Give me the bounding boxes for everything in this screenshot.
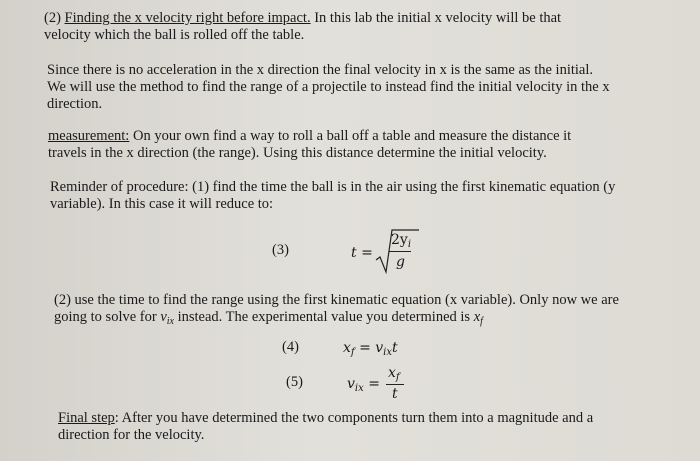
reminder-paragraph xyxy=(50,179,690,213)
equation-3-lhs: t = xyxy=(351,245,373,261)
measurement-line-1: measurement: On your own find a way to roll a ball off a table and measure the distance it xyxy=(48,128,572,144)
equation-3-number: (3) xyxy=(272,242,289,258)
equation-3-fraction-bar xyxy=(389,251,411,252)
paragraph-line-2: We will use the method to find the range of a projectile to instead find the initial velocity in the x xyxy=(47,79,610,95)
reminder-line-1: Reminder of procedure: (1) find the time the ball is in the air using the first kinematic equation (y xyxy=(50,179,616,195)
equation-5-lhs: $v_{ix}$ = xyxy=(347,376,380,394)
equation-5 xyxy=(0,366,700,402)
equation-3-denominator: g xyxy=(396,254,405,270)
final-step-paragraph xyxy=(58,410,688,444)
section-2-line-1: (2) Finding the x velocity right before impact. In this lab the initial x velocity will be that xyxy=(44,10,562,26)
step-2-paragraph xyxy=(54,292,694,330)
equation-4 xyxy=(0,338,700,360)
step-2-line-2: going to solve for $v_{ix}$ instead. The experimental value you determined is $x_f$ xyxy=(54,309,483,327)
equation-5-numerator: $x_f$ xyxy=(388,365,400,383)
equation-5-denominator: t xyxy=(392,386,398,402)
no-acceleration-paragraph xyxy=(47,62,692,113)
step-2-xf: $x_f$ xyxy=(473,309,483,327)
final-step-label: Final step xyxy=(58,410,115,426)
equation-4-number: (4) xyxy=(282,339,299,355)
section-2-title: Finding the x velocity right before impact. xyxy=(64,10,311,26)
step-2-line-1: (2) use the time to find the range using the first kinematic equation (x variable). Only now we are xyxy=(54,292,619,308)
equation-3-numerator: $2y_i$ xyxy=(391,232,412,250)
step-2-vix: $v_{ix}$ xyxy=(160,309,174,327)
measurement-line-2: travels in the x direction (the range). Using this distance determine the initial velocity. xyxy=(48,145,547,161)
final-step-line-1: Final step: After you have determined the two components turn them into a magnitude and a xyxy=(58,410,594,426)
measurement-paragraph xyxy=(48,128,688,162)
equation-5-number: (5) xyxy=(286,374,303,390)
measurement-label: measurement: xyxy=(48,128,130,144)
paragraph-line-1: Since there is no acceleration in the x direction the final velocity in x is the same as the initial. xyxy=(47,62,593,78)
equation-5-fraction-bar xyxy=(386,384,404,385)
section-2-intro xyxy=(44,10,684,44)
equation-4-expression: $x_f = v_{ix}t$ xyxy=(343,340,398,358)
section-2-line-2: velocity which the ball is rolled off the table. xyxy=(44,27,305,43)
paragraph-line-3: direction. xyxy=(47,96,103,112)
equation-3 xyxy=(0,228,700,278)
reminder-line-2: variable). In this case it will reduce to: xyxy=(50,196,274,212)
final-step-line-2: direction for the velocity. xyxy=(58,427,205,443)
